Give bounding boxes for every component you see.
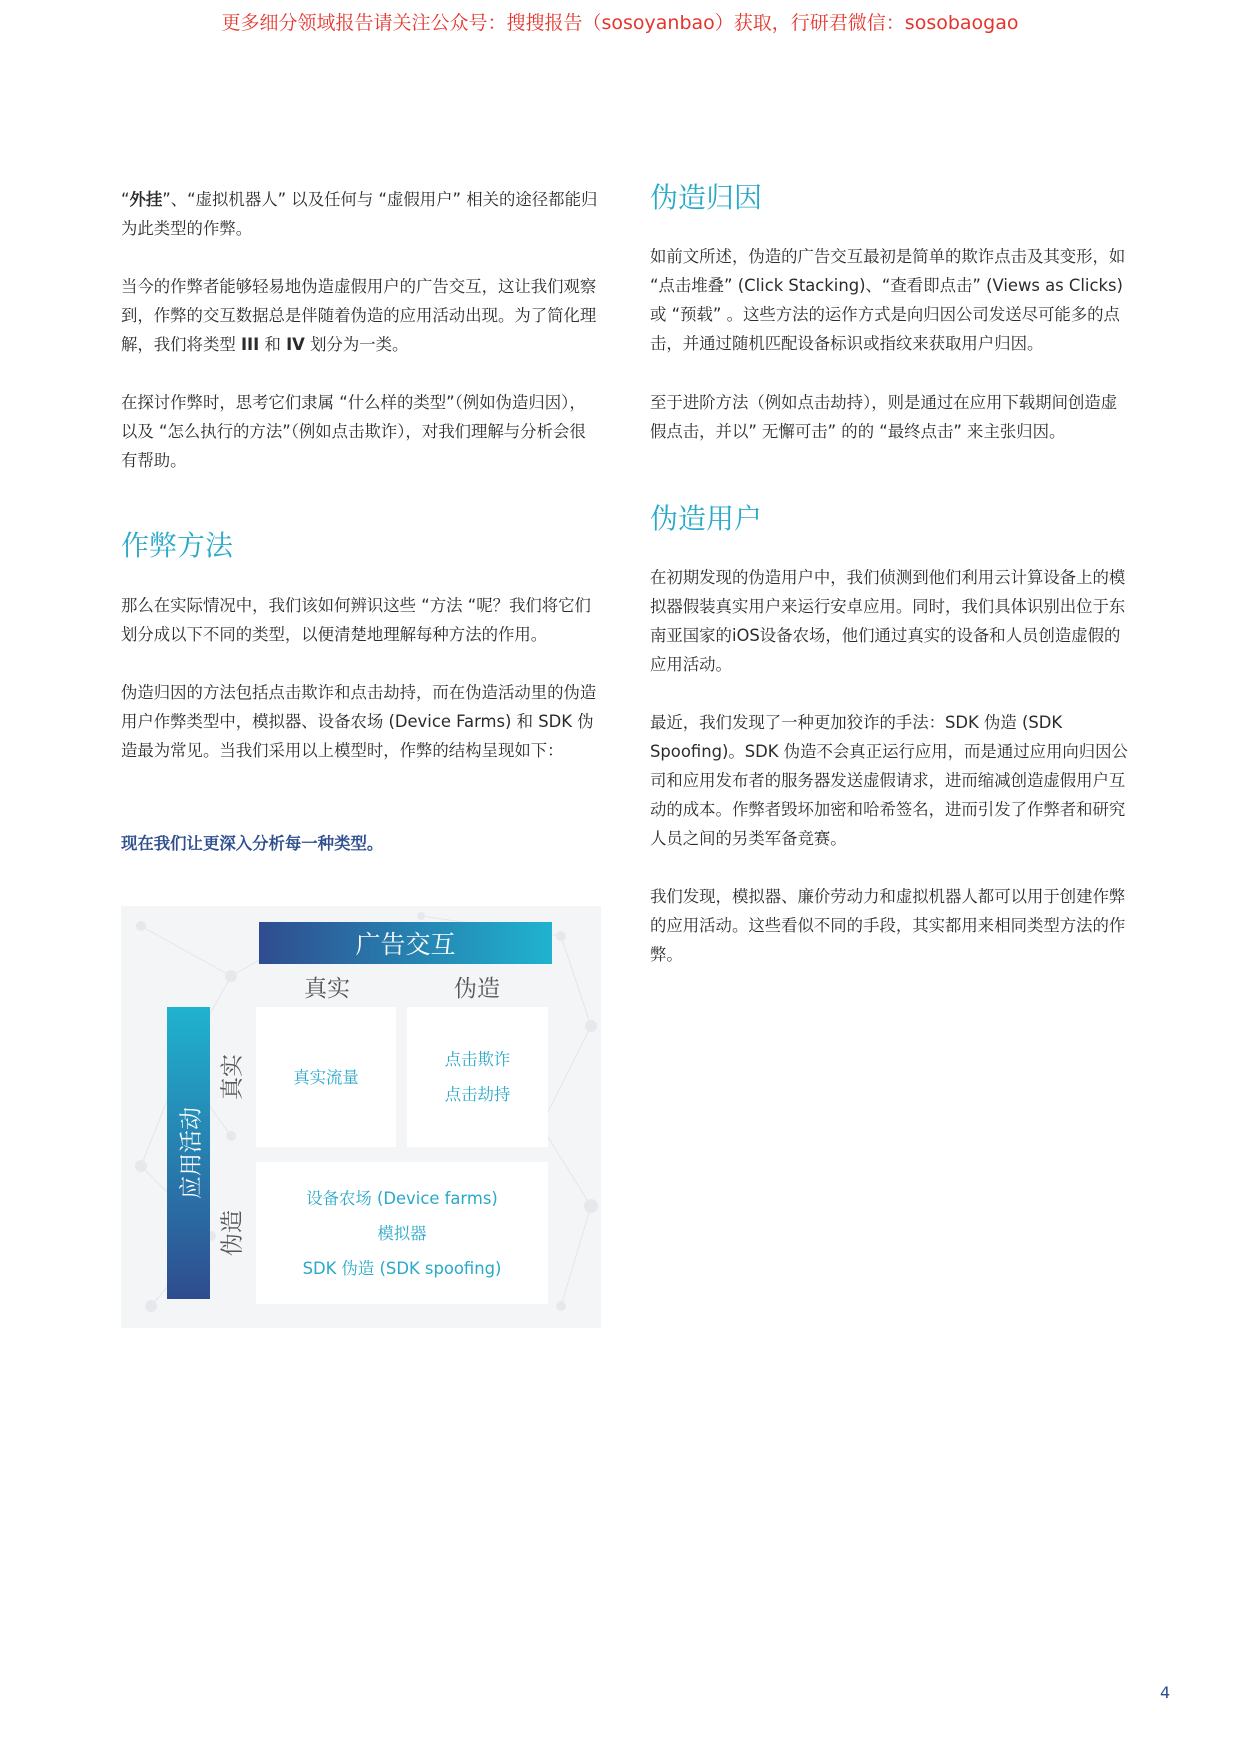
cell-fake-attribution [407, 1007, 548, 1147]
paragraph-conclusion: 我们发现，模拟器、廉价劳动力和虚拟机器人都可以用于创建作弊的应用活动。这些看似不同的手段，其实都用来相同类型方法的作弊。 [650, 887, 1126, 964]
paragraph-text: ”、“虚拟机器人” 以及任何与 “虚假用户” 相关的途径都能归为此类型的作弊。 [121, 190, 598, 238]
cell-label-device-farms: 设备农场 (Device farms) [306, 1188, 498, 1208]
promo-banner: 更多细分领域报告请关注公众号：搜搜报告（sosoyanbao）获取，行研君微信：sosobaogao [221, 12, 1019, 34]
paragraph-fake-users: 在初期发现的伪造用户中，我们侦测到他们利用云计算设备上的模拟器假装真实用户来运行安卓应用。同时，我们具体识别出位于东南亚国家的iOS设备农场，他们通过真实的设备和人员创造虚假的应用活动。 [650, 568, 1126, 674]
bold-term: 外挂 [129, 190, 163, 209]
cell-label-emulators: 模拟器 [377, 1223, 427, 1243]
bold-type-iii: III [240, 335, 260, 354]
bold-type-iv: IV [286, 335, 305, 354]
cell-label-click-fraud: 点击欺诈 [444, 1050, 511, 1069]
cell-fake-users [256, 1162, 548, 1304]
row-header-real [212, 1007, 248, 1147]
paragraph-cheat-types [121, 185, 601, 243]
row-header-real-label: 真实 [219, 1054, 246, 1100]
column-header-fake: 伪造 [454, 976, 500, 1002]
app-activity-header [167, 1007, 210, 1299]
paragraph-fake-attribution: 如前文所述，伪造的广告交互最初是简单的欺诈点击及其变形，如 “点击堆叠” (Click Stacking)、“查看即点击” (Views as Clicks) 或 “预载” 。这些方法的运作方式是向归因公司发送尽可能多的点击，并通过随机匹配设备标识或指纹来获取用户归因。 [650, 247, 1126, 353]
text-segment: 当今的作弊者能够轻易地伪造虚假用户的广告交互，这让我们观察到，作弊的交互数据总是伴随着伪造的应用活动出现。为了简化理解，我们将类型 [121, 277, 597, 354]
paragraph-merge-types [121, 272, 601, 359]
app-activity-label: 应用活动 [178, 1107, 204, 1199]
ad-interaction-header: 广告交互 [259, 922, 552, 964]
open-quote: “ [121, 190, 130, 209]
text-segment: 划分为一类。 [304, 335, 409, 354]
text-segment: 和 [259, 335, 287, 354]
cheat-structure-diagram [121, 906, 601, 1328]
paragraph-methods-intro: 那么在实际情况中，我们该如何辨识这些 “方法 “呢？我们将它们划分成以下不同的类型，以便清楚地理解每种方法的作用。 [121, 596, 591, 644]
cell-label-click-hijack: 点击劫持 [444, 1085, 511, 1104]
cell-label: 真实流量 [293, 1067, 359, 1087]
paragraph-sdk-spoofing: 最近，我们发现了一种更加狡诈的手法：SDK 伪造 (SDK Spoofing)。SDK 伪造不会真正运行应用，而是通过应用向归因公司和应用发布者的服务器发送虚假请求，进而缩减创造虚假用户互动的成本。作弊者毁坏加密和哈希签名，进而引发了作弊者和研究人员之间的另类军备竞赛。 [650, 713, 1128, 848]
column-header-real: 真实 [304, 976, 350, 1002]
row-header-fake-label: 伪造 [219, 1210, 246, 1256]
paragraph-discussion: 在探讨作弊时，思考它们隶属 “什么样的类型”（例如伪造归因），以及 “怎么执行的方法”（例如点击欺诈），对我们理解与分析会很有帮助。 [121, 393, 586, 470]
cell-real-traffic [256, 1007, 396, 1147]
heading-fake-attribution: 伪造归因 [650, 181, 763, 214]
cell-label-sdk-spoofing: SDK 伪造 (SDK spoofing) [302, 1258, 502, 1278]
paragraph-methods-detail: 伪造归因的方法包括点击欺诈和点击劫持，而在伪造活动里的伪造用户作弊类型中，模拟器、设备农场 (Device Farms) 和 SDK 伪造最为常见。当我们采用以上模型时，作弊的结构呈现如下： [121, 683, 597, 760]
row-header-fake [212, 1162, 248, 1304]
heading-fake-users: 伪造用户 [650, 502, 763, 535]
paragraph-advanced-methods: 至于进阶方法（例如点击劫持），则是通过在应用下载期间创造虚假点击，并以” 无懈可击” 的的 “最终点击” 来主张归因。 [650, 393, 1118, 441]
heading-cheat-methods: 作弊方法 [121, 529, 234, 562]
page-number: 4 [1160, 1683, 1171, 1702]
lead-sentence: 现在我们让更深入分析每一种类型。 [121, 834, 384, 853]
